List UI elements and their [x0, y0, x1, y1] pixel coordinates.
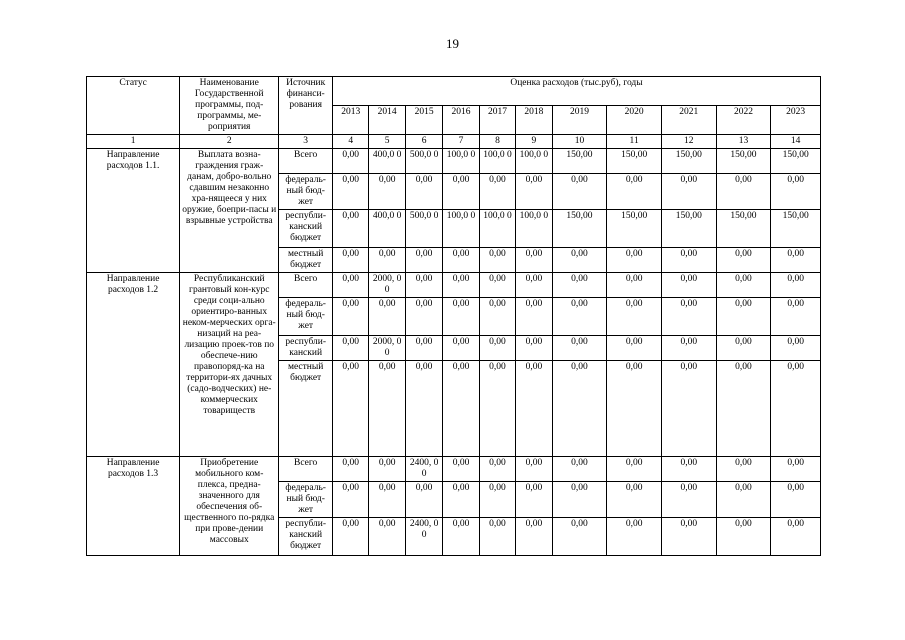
funding-source-cell: республи-канский бюджет: [279, 210, 333, 248]
value-cell: 2400, 00: [405, 457, 442, 482]
column-number: 10: [552, 135, 607, 149]
year-header: 2018: [516, 106, 552, 135]
value-cell: 0,00: [369, 298, 405, 336]
value-cell: 150,00: [607, 149, 662, 174]
year-header: 2016: [443, 106, 479, 135]
value-cell: 100,0 0: [443, 149, 479, 174]
year-header: 2020: [607, 106, 662, 135]
value-cell: 0,00: [333, 273, 369, 298]
value-cell: 0,00: [552, 298, 607, 336]
value-cell: 0,00: [607, 174, 662, 210]
value-cell: 0,00: [479, 248, 515, 273]
column-number: 14: [771, 135, 821, 149]
value-cell: 0,00: [516, 336, 552, 361]
value-cell: 0,00: [443, 361, 479, 457]
value-cell: 0,00: [552, 248, 607, 273]
table-row: [87, 149, 821, 174]
value-cell: 0,00: [771, 298, 821, 336]
value-cell: 0,00: [661, 518, 716, 556]
year-header: 2019: [552, 106, 607, 135]
measure-name: Приобретение мобильного ком-плекса, предна-значенного для обеспечения об-щественного по-рядка при прове-дении массовых: [180, 457, 279, 556]
value-cell: 0,00: [479, 457, 515, 482]
measure-name: Выплата возна-граждения граж-данам, добро-вольно сдавшим незаконно хра-нящееся у них оружие, боепри-пасы и взрывные устройства: [180, 149, 279, 273]
value-cell: 0,00: [516, 248, 552, 273]
value-cell: 100,0 0: [443, 210, 479, 248]
funding-source-cell: федераль-ный бюд-жет: [279, 298, 333, 336]
value-cell: 0,00: [716, 298, 771, 336]
value-cell: 150,00: [607, 210, 662, 248]
value-cell: 0,00: [333, 149, 369, 174]
value-cell: 0,00: [333, 482, 369, 518]
value-cell: 0,00: [516, 482, 552, 518]
value-cell: 0,00: [771, 361, 821, 457]
value-cell: 150,00: [716, 149, 771, 174]
value-cell: 0,00: [771, 457, 821, 482]
year-header: 2013: [333, 106, 369, 135]
value-cell: 0,00: [552, 518, 607, 556]
measure-name: Республиканский грантовый кон-курс среди соци-ально ориентиро-ванных неком-мерческих орга-низаций на реа-лизацию проек-тов по обеспече-нию правопоряд-ка на территори-ях дачных (садо-водческих) не-коммерческих товариществ: [180, 273, 279, 457]
value-cell: 0,00: [479, 174, 515, 210]
value-cell: 0,00: [771, 518, 821, 556]
value-cell: 0,00: [333, 457, 369, 482]
value-cell: 0,00: [479, 336, 515, 361]
value-cell: 0,00: [405, 361, 442, 457]
column-number: 13: [716, 135, 771, 149]
value-cell: 0,00: [443, 457, 479, 482]
value-cell: 0,00: [369, 518, 405, 556]
value-cell: 0,00: [661, 273, 716, 298]
funding-source-cell: местный бюджет: [279, 361, 333, 457]
value-cell: 2400, 00: [405, 518, 442, 556]
funding-source-cell: Всего: [279, 273, 333, 298]
column-number: 2: [180, 135, 279, 149]
value-cell: 150,00: [661, 210, 716, 248]
year-header: 2015: [405, 106, 442, 135]
value-cell: 0,00: [607, 273, 662, 298]
value-cell: 0,00: [443, 336, 479, 361]
value-cell: 2000, 00: [369, 273, 405, 298]
funding-source-cell: местный бюджет: [279, 248, 333, 273]
value-cell: 0,00: [443, 273, 479, 298]
value-cell: 0,00: [479, 482, 515, 518]
value-cell: 0,00: [479, 518, 515, 556]
value-cell: 0,00: [607, 248, 662, 273]
value-cell: 0,00: [479, 273, 515, 298]
value-cell: 0,00: [661, 457, 716, 482]
value-cell: 0,00: [333, 210, 369, 248]
value-cell: 0,00: [333, 298, 369, 336]
column-number: 8: [479, 135, 515, 149]
value-cell: 0,00: [552, 336, 607, 361]
value-cell: 0,00: [405, 273, 442, 298]
value-cell: 150,00: [771, 149, 821, 174]
value-cell: 0,00: [607, 361, 662, 457]
year-header: 2023: [771, 106, 821, 135]
value-cell: 0,00: [333, 518, 369, 556]
value-cell: 0,00: [661, 336, 716, 361]
value-cell: 400,0 0: [369, 210, 405, 248]
funding-source-cell: Всего: [279, 457, 333, 482]
value-cell: 0,00: [552, 482, 607, 518]
value-cell: 0,00: [552, 174, 607, 210]
value-cell: 0,00: [552, 457, 607, 482]
value-cell: 150,00: [661, 149, 716, 174]
value-cell: 0,00: [661, 482, 716, 518]
value-cell: 150,00: [552, 149, 607, 174]
value-cell: 0,00: [443, 298, 479, 336]
value-cell: 0,00: [771, 174, 821, 210]
value-cell: 0,00: [607, 518, 662, 556]
funding-source-cell: федераль-ный бюд-жет: [279, 482, 333, 518]
value-cell: 0,00: [607, 457, 662, 482]
column-number: 11: [607, 135, 662, 149]
value-cell: 100,0 0: [516, 210, 552, 248]
budget-table: [86, 76, 821, 556]
value-cell: 0,00: [771, 336, 821, 361]
value-cell: 0,00: [716, 361, 771, 457]
value-cell: 0,00: [716, 248, 771, 273]
value-cell: 100,0 0: [479, 149, 515, 174]
value-cell: 0,00: [443, 482, 479, 518]
value-cell: 0,00: [369, 174, 405, 210]
value-cell: 0,00: [661, 174, 716, 210]
header-program-name: Наименование Государственной программы, под-программы, ме-роприятия: [180, 77, 279, 135]
value-cell: 0,00: [369, 361, 405, 457]
value-cell: 0,00: [369, 482, 405, 518]
value-cell: 0,00: [516, 298, 552, 336]
value-cell: 0,00: [333, 361, 369, 457]
value-cell: 0,00: [516, 457, 552, 482]
header-funding-source: Источник финанси-рования: [279, 77, 333, 135]
value-cell: 400,0 0: [369, 149, 405, 174]
value-cell: 500,0 0: [405, 210, 442, 248]
value-cell: 2000, 00: [369, 336, 405, 361]
value-cell: 0,00: [661, 298, 716, 336]
value-cell: 150,00: [552, 210, 607, 248]
expense-direction-status: Направление расходов 1.2: [87, 273, 180, 457]
page-number: 19: [446, 36, 459, 51]
value-cell: 0,00: [716, 273, 771, 298]
column-number: 7: [443, 135, 479, 149]
value-cell: 0,00: [607, 298, 662, 336]
value-cell: 0,00: [716, 482, 771, 518]
funding-source-cell: республи-канский: [279, 336, 333, 361]
value-cell: 0,00: [369, 248, 405, 273]
funding-source-cell: Всего: [279, 149, 333, 174]
value-cell: 0,00: [771, 248, 821, 273]
expense-direction-status: Направление расходов 1.3: [87, 457, 180, 556]
value-cell: 0,00: [661, 248, 716, 273]
column-number: 9: [516, 135, 552, 149]
value-cell: 0,00: [516, 273, 552, 298]
value-cell: 0,00: [516, 361, 552, 457]
value-cell: 0,00: [661, 361, 716, 457]
value-cell: 0,00: [443, 174, 479, 210]
column-number: 6: [405, 135, 442, 149]
year-header: 2017: [479, 106, 515, 135]
value-cell: 0,00: [443, 518, 479, 556]
value-cell: 0,00: [607, 336, 662, 361]
year-header: 2021: [661, 106, 716, 135]
value-cell: 100,0 0: [516, 149, 552, 174]
value-cell: 150,00: [716, 210, 771, 248]
value-cell: 500,0 0: [405, 149, 442, 174]
value-cell: 0,00: [716, 457, 771, 482]
value-cell: 0,00: [771, 482, 821, 518]
year-header: 2014: [369, 106, 405, 135]
value-cell: 0,00: [369, 457, 405, 482]
value-cell: 0,00: [552, 273, 607, 298]
value-cell: 0,00: [443, 248, 479, 273]
value-cell: 0,00: [405, 298, 442, 336]
funding-source-cell: республи-канский бюджет: [279, 518, 333, 556]
value-cell: 0,00: [333, 248, 369, 273]
header-expense-estimate: Оценка расходов (тыс.руб), годы: [333, 77, 821, 106]
value-cell: 0,00: [716, 518, 771, 556]
value-cell: 0,00: [405, 174, 442, 210]
value-cell: 0,00: [716, 174, 771, 210]
value-cell: 0,00: [479, 361, 515, 457]
value-cell: 0,00: [516, 518, 552, 556]
table-row: [87, 273, 821, 298]
value-cell: 100,0 0: [479, 210, 515, 248]
year-header: 2022: [716, 106, 771, 135]
header-status: Статус: [87, 77, 180, 135]
value-cell: 0,00: [516, 174, 552, 210]
funding-source-cell: федераль-ный бюд-жет: [279, 174, 333, 210]
value-cell: 0,00: [405, 482, 442, 518]
value-cell: 0,00: [771, 273, 821, 298]
value-cell: 0,00: [405, 336, 442, 361]
column-number: 5: [369, 135, 405, 149]
value-cell: 0,00: [333, 336, 369, 361]
value-cell: 0,00: [333, 174, 369, 210]
table-row: [87, 457, 821, 482]
value-cell: 0,00: [552, 361, 607, 457]
value-cell: 0,00: [607, 482, 662, 518]
column-number: 4: [333, 135, 369, 149]
value-cell: 0,00: [405, 248, 442, 273]
value-cell: 150,00: [771, 210, 821, 248]
column-number: 3: [279, 135, 333, 149]
column-number: 1: [87, 135, 180, 149]
expense-direction-status: Направление расходов 1.1.: [87, 149, 180, 273]
column-number: 12: [661, 135, 716, 149]
value-cell: 0,00: [479, 298, 515, 336]
value-cell: 0,00: [716, 336, 771, 361]
